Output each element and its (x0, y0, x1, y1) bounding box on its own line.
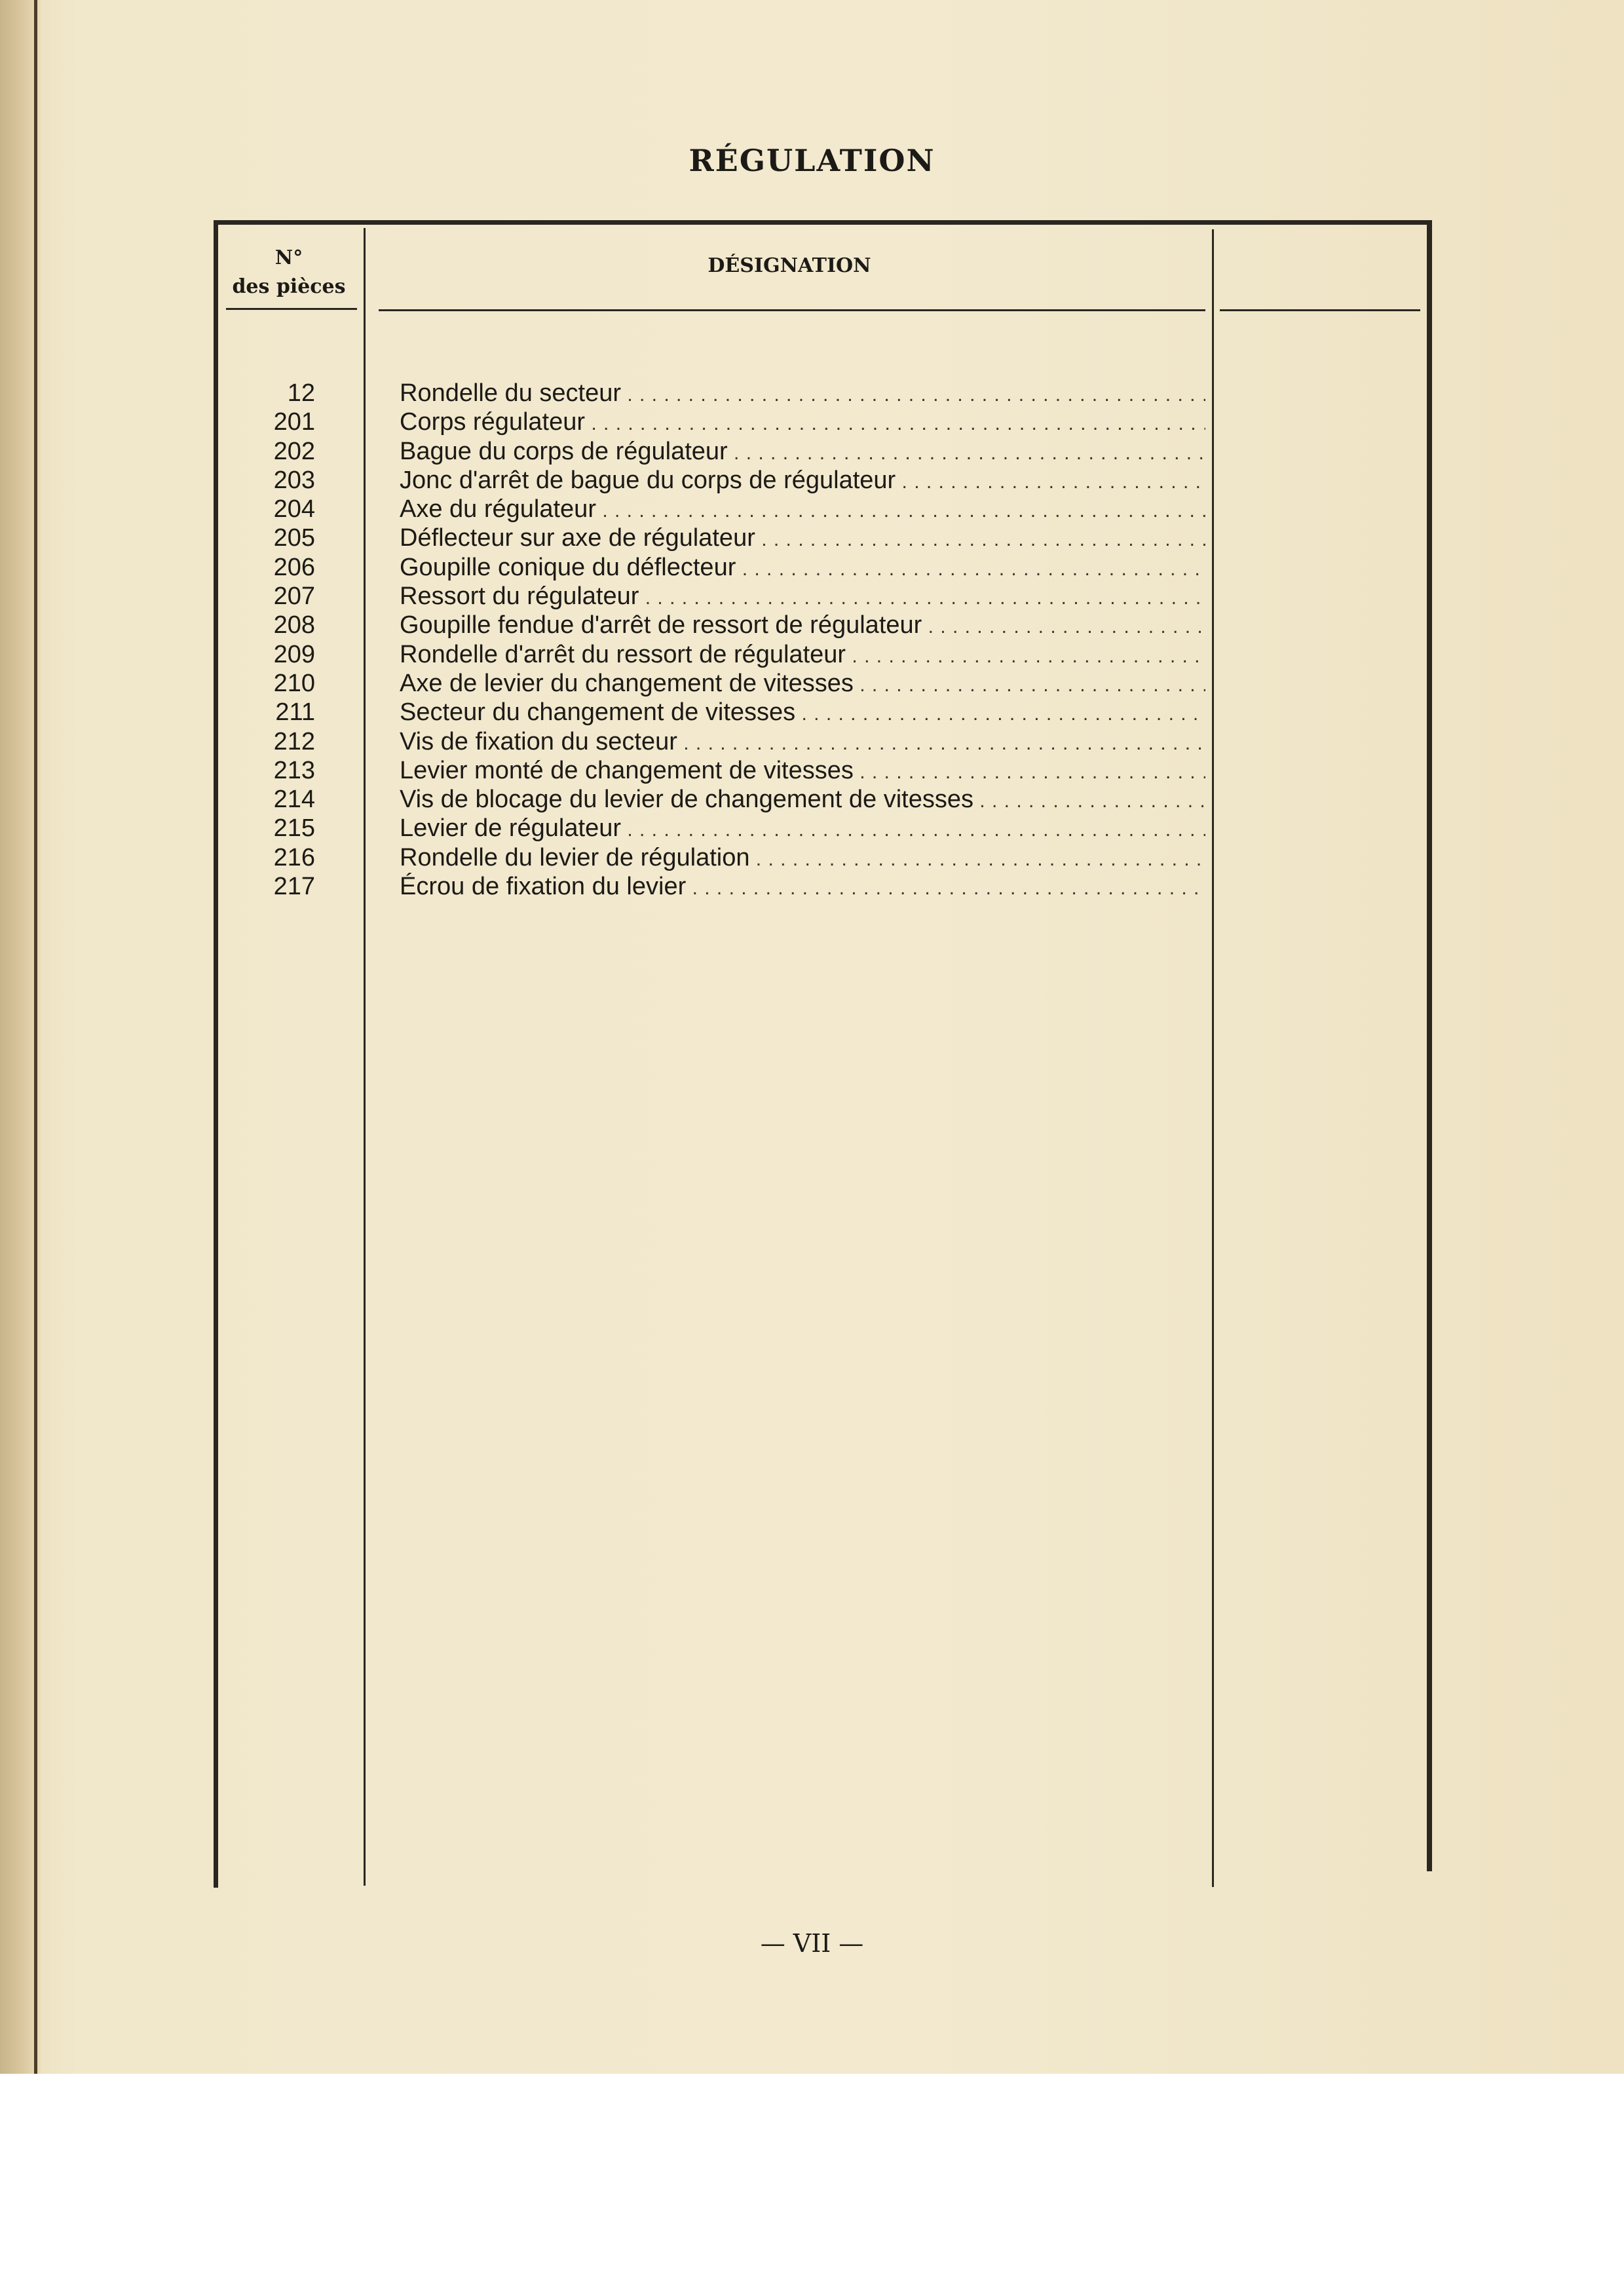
part-designation: Levier monté de changement de vitesses . . . (400, 756, 1205, 787)
part-designation: Rondelle du levier de régulation . . . (400, 843, 1205, 874)
binding-edge-line (34, 0, 37, 2074)
table-row (220, 640, 1209, 669)
part-designation: Vis de fixation du secteur . . . (400, 727, 1205, 758)
column-header-number-line2: des pièces (232, 275, 346, 298)
page-number-footer: — VII — (760, 1929, 864, 1958)
part-number: 208 (273, 611, 315, 639)
part-number: 206 (273, 553, 315, 581)
table-row (220, 814, 1209, 843)
part-number: 213 (273, 756, 315, 784)
part-number: 217 (273, 873, 315, 901)
table-row (220, 408, 1209, 436)
header-underline-extra (1220, 309, 1420, 311)
part-designation: Axe du régulateur . . . (400, 495, 1205, 525)
table-right-border (1427, 220, 1432, 1871)
part-number: 205 (273, 524, 315, 552)
table-row (220, 379, 1209, 408)
header-underline-number (226, 308, 357, 310)
part-designation: Goupille fendue d'arrêt de ressort de régulateur . . . (400, 611, 1205, 641)
table-left-border (214, 220, 218, 1888)
column-divider-designation (1212, 229, 1214, 1887)
part-number: 210 (273, 669, 315, 697)
table-row (220, 495, 1209, 524)
part-designation: Axe de levier du changement de vitesses . . . (400, 669, 1205, 700)
part-designation: Ressort du régulateur . . . (400, 582, 1205, 613)
part-number: 212 (273, 727, 315, 755)
part-number: 201 (273, 408, 315, 436)
table-row (220, 611, 1209, 639)
table-row (220, 466, 1209, 495)
part-designation: Levier de régulateur . . . (400, 814, 1205, 845)
header-underline-designation (379, 309, 1205, 311)
part-designation: Goupille conique du déflecteur . . . (400, 553, 1205, 584)
table-row (220, 843, 1209, 872)
part-designation: Déflecteur sur axe de régulateur . . . (400, 524, 1205, 554)
part-number: 211 (275, 698, 315, 727)
part-designation: Corps régulateur . . . (400, 408, 1205, 438)
table-row (220, 553, 1209, 582)
part-number: 203 (273, 466, 315, 494)
column-header-number (220, 244, 358, 301)
table-row (220, 669, 1209, 698)
table-row (220, 756, 1209, 785)
part-designation: Jonc d'arrêt de bague du corps de régulateur . . . (400, 466, 1205, 497)
part-designation: Écrou de fixation du levier . . . (400, 872, 1205, 903)
table-row (220, 785, 1209, 814)
page-title: RÉGULATION (689, 143, 935, 178)
part-number: 12 (287, 379, 315, 407)
column-header-designation: DÉSIGNATION (708, 254, 871, 277)
part-number: 204 (273, 495, 315, 524)
table-row (220, 437, 1209, 466)
part-designation: Rondelle du secteur . . . (400, 379, 1205, 410)
part-designation: Vis de blocage du levier de changement de vitesses . . . (400, 785, 1205, 816)
part-number: 207 (273, 582, 315, 611)
table-row (220, 727, 1209, 756)
parts-list (220, 379, 1209, 901)
part-designation: Rondelle d'arrêt du ressort de régulateur . . . (400, 640, 1205, 671)
part-number: 202 (273, 437, 315, 465)
part-number: 215 (273, 814, 315, 843)
table-row (220, 582, 1209, 611)
table-row (220, 698, 1209, 727)
part-number: 216 (273, 843, 315, 871)
column-header-number-line1: N° (274, 246, 303, 269)
part-designation: Secteur du changement de vitesses . . . (400, 698, 1205, 729)
part-number: 209 (273, 640, 315, 668)
part-number: 214 (273, 786, 315, 814)
table-row (220, 524, 1209, 552)
table-row (220, 872, 1209, 901)
table-top-rule (214, 220, 1432, 225)
part-designation: Bague du corps de régulateur . . . (400, 437, 1205, 468)
